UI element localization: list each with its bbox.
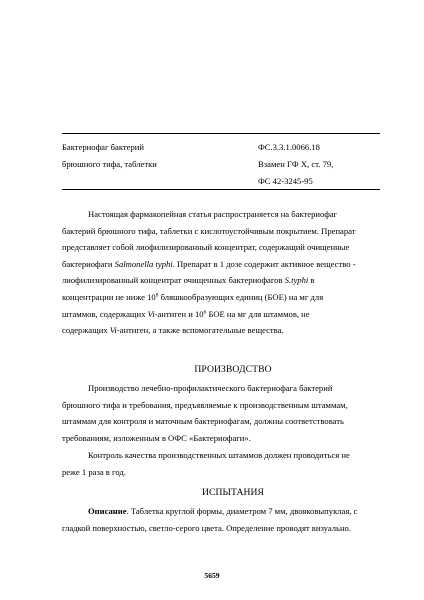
intro-paragraph [62, 206, 404, 339]
quality-line: Контроль качества производственных штаммов должен проводиться не [88, 450, 350, 460]
description-line: Описание. Таблетка круглой формы, диаметром 7 мм, двояковыпуклая, с [88, 506, 358, 516]
intro-line: бактерий брюшного тифа, таблетки с кислотоустойчивым покрытием. Препарат [62, 225, 356, 236]
intro-line: бактериофаги Salmonella typhi. Препарат в 1 дозе содержит активное вещество - [62, 258, 356, 269]
intro-line: Настоящая фармакопейная статья распространяется на бактериофаг [88, 209, 338, 219]
organism-name: Salmonella typhi [114, 258, 173, 269]
production-heading: ПРОИЗВОДСТВО [194, 364, 272, 375]
header-title-line-2: брюшного тифа, таблетки [62, 159, 157, 169]
header-top-rule [62, 133, 380, 134]
intro-line: концентрации не ниже $10^8$ бляшкообразующих единиц (БОЕ) на мг для [62, 291, 324, 302]
organism-abbrev: S.typhi [284, 275, 309, 286]
monograph-header [62, 133, 380, 189]
header-title-line-1: Бактериофаг бактерий [62, 142, 144, 152]
production-line: Производство лечебно-профилактического бактериофага бактерий [88, 383, 333, 393]
exponent: 8 [155, 292, 159, 299]
header-code: ФС.3.3.1.0066.18 [258, 142, 320, 152]
header-replaces-1: Взамен ГФ X, ст. 79, [258, 159, 334, 169]
tests-heading: ИСПЫТАНИЯ [201, 487, 265, 498]
intro-line: штаммов, содержащих Vi-антиген и $10^6$ БОЕ на мг для штаммов, не [62, 308, 310, 319]
page-number: 5659 [204, 571, 220, 580]
production-line: требованиям, изложенным в ОФС «Бактериофаги». [62, 432, 251, 443]
intro-line: представляет собой лиофилизированный концентрат, содержащий очищенные [62, 242, 350, 253]
description-label: Описание [88, 506, 127, 516]
description-paragraph [62, 503, 404, 536]
production-paragraph [62, 380, 404, 446]
description-line: гладкой поверхностью, светло-серого цвета. Определение проводят визуально. [62, 522, 351, 533]
quality-line: реже 1 раза в год. [62, 466, 126, 477]
exponent: 6 [203, 309, 207, 316]
quality-control-paragraph [62, 447, 404, 480]
production-line: брюшного тифа и требования, предъявляемые к производственным штаммам, [62, 399, 348, 410]
production-line: штаммам для контроля и маточным бактериофагам, должны соответствовать [62, 416, 344, 427]
header-bottom-rule [62, 189, 380, 190]
intro-line: содержащих Vi-антиген, а также вспомогательные вещества. [62, 325, 284, 336]
intro-line: лиофилизированный концентрат очищенных бактериофагов S.typhi в [62, 275, 315, 286]
header-replaces-2: ФС 42-3245-95 [258, 176, 313, 186]
